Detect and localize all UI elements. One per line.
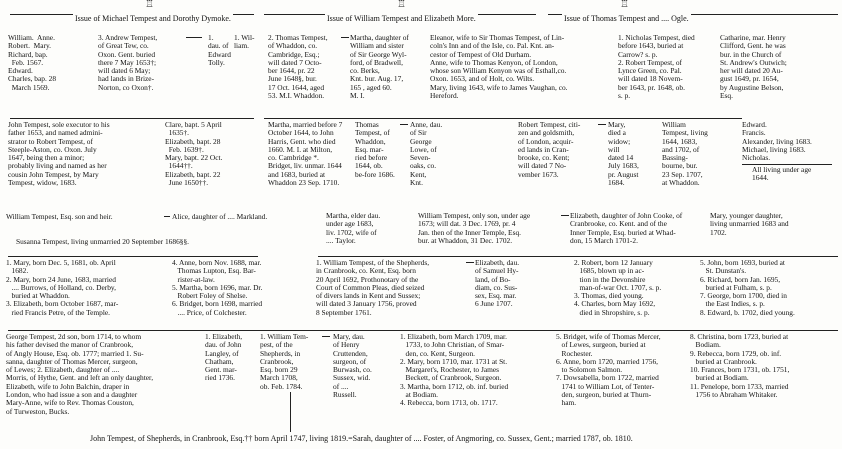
william-only-son: William Tempest, only son, under age 1673; will dat. 3 Dec. 1769, pr. 4 Jan. then of the Inner Temple, Esq. bur. at Whaddon, 31 Dec. 1702. [418,211,531,245]
arms-icon-1: ♖ [145,0,154,10]
christina-rebecca-frances: 8. Christina, born 1723, buried at Bodiam. 9. Rebecca, born 1729, ob. inf. buried at Cranbrook. 10. Frances, born 1731, ob. 1751, buried at Bodiam. 11. Penelope, born 1733, married 1756 to Abraham Whitaker. [690,332,790,400]
martha-bridget: Martha, married before 7 October 1644, to John Harris, Gent. who died 1660. M. I. at Milton, co. Cambridge *. Bridget, liv. unmar. 1644 and 1683, buried at Whaddon 23 Sep. 1710. [268,120,343,188]
header-michael: Issue of Michael Tempest and Dorothy Dymoke. [75,14,231,23]
andrew-tempest: 3. Andrew Tempest, of Great Tew, co. Oxon. Gent. buried there 7 May 1653†; will dated 6 May; had lands in Brize- Norton, co Oxon†. [98,33,158,92]
anne-lowe: Anne, dau. of Sir George Lowe, of Seven- oaks, co. Kent, Knt. [410,120,443,188]
michael-children: William. Anne. Robert. Mary. Richard, bap. Feb. 1567. Edward. Charles, bap. 28 March 1569. [8,33,57,92]
thomas-tempest-whaddon: 2. Thomas Tempest, of Whaddon, co. Cambridge, Esq.; will dated 7 Octo- ber 1644, pr. 22 June 1648§, bur. 17 Oct. 1644, aged 53. M.I. Whaddon. [268,33,328,101]
william-wil: 1. Wil- liam. [234,33,255,51]
marriage-line-william-only [561,215,569,216]
alice-markland: Alice, daughter of .... Markland. [172,212,268,221]
gen2-line-left [10,118,254,119]
elizabeth-langley: 1. Elizabeth, dau. of John Langley, of Chatham, Gent. mar- ried 1736. [205,332,243,383]
all-living-note: All living under age 1644. [752,165,812,183]
martha-taylor: Martha, elder dau. under age 1683, liv. 1702, wife of .... Taylor. [326,211,381,245]
mary-widow: Mary, died a widow; will dated 14 July 1683, pr. August 1684. [608,120,639,188]
marriage-line-andrew [186,37,202,38]
elizabeth-hyland: Elizabeth, dau. of Samuel Hy- land, of Bo- diam, co. Sus- sex, Esq. mar. 6 June 1707. [475,258,520,309]
gen4-line-right [318,256,838,257]
mary-cruttenden: Mary, dau. of Henry Cruttenden, surgeon, of Burwash, co. Sussex, wid. of .... Russell. [333,332,372,400]
footer-connector [290,392,291,432]
marriage-line-william5 [322,336,330,337]
marriage-line-robert2 [598,124,606,125]
elizabeth-mary-martha-rebecca: 1. Elizabeth, born March 1709, mar. 1733, to John Christian, of Smar- den, co. Kent, Surgeon. 2. Mary, born 1710, mar. 1731 at St. Margaret's, Rochester, to James Beckett, of Cranbrook, Surgeon. 3. Martha, born 1712, ob. inf. buried at Bodiam. 4. Rebecca, born 1713, ob. 1717. [400,332,509,408]
marriage-line-william3 [164,216,170,217]
marriage-line-thomas [341,37,349,38]
mary-younger: Mary, younger daughter, living unmarried 1683 and 1702. [710,211,789,237]
susanna-tempest: Susanna Tempest, living unmarried 20 September 1686§§. [16,237,189,246]
gen5-line [8,330,838,331]
thomas-tempest-2: Thomas Tempest, of Whaddon, Esq. mar- ried before 1644, ob. be-fore 1686. [355,120,395,179]
william-bassingbourne: William Tempest, living 1644, 1683, and 1702, of Bassing- bourne, bur. 23 Sep. 1707, at Whaddon. [662,120,708,188]
william-shepherds-senior: 1. William Tempest, of the Shepherds, in Cranbrook, co. Kent, Esq. born 20 April 1692, Prothonotary of the Court of Common Pleas, died seized of divers lands in Kent and Sussex; will dated 3 January 1756, proved 8 September 1761. [316,258,430,317]
header-william: Issue of William Tempest and Elizabeth More. [327,14,476,23]
marriage-line-shepherds [466,262,474,263]
eleanor-anne-mary: Eleanor, wife to Sir Thomas Tempest, of Lin- coln's Inn and of the Isle, co. Pal. Knt. an- cestor of Tempest of Old Durham. Anne, wife to Thomas Kenyon, of London, whose son William Kenyon was of Esthall,co. Oxon. 1653, and of Holt, co. Wilts. Mary, living 1643, wife to James Vaughan, co. Hereford. [430,33,568,101]
gen2-line-mid [264,118,742,119]
footer-john-tempest: John Tempest, of Shepherds, in Cranbrook, Esq.†† born April 1747, living 1819.=Sarah, daughter of .... Foster, of Angmoring, co. Sussex, Gent.; married 1787, ob. 1810. [90,434,633,443]
john-richard-george: 5. John, born 1693, buried at St. Dunstan's. 6. Richard, born Jan. 1695, buried at Fulham, s. p. 7. George, born 1700, died in the East Indies, s. p. 8. Edward, b. 1702, died young. [700,258,795,317]
robert-thomas-charles: 2. Robert, born 12 January 1685, blown up in ac- tion in the Devonshire man-of-war Oct. 1707, s. p. 3. Thomas, died young. 4. Charles, born May 1692, died in Shropshire, s. p. [574,258,662,317]
andrew-wife: 1. dau. of Edward Tolly. [208,33,231,67]
gen4-line-left [8,256,258,257]
bridget-anne-dowsabella: 5. Bridget, wife of Thomas Mercer, of Lewes, surgeon, buried at Rochester. 6. Anne, born 1720, married 1756, to Solomon Salmon. 7. Dowsabella, born 1722, married 1741 to William Lot, of Tenter- den, surgeon, buried at Thurn- ham. [556,332,661,408]
daughters-col2: 4. Anne, born Nov. 1688, mar. Thomas Lupton, Esq. Bar- rister-at-law. 5. Martha, born 1696, mar. Dr. Robert Foley of Shelse. 6. Bridget, born 1698, married .... Price, of Colchester. [172,258,263,317]
elizabeth-cooke: Elizabeth, daughter of John Cooke, of Cranbrooke, co. Kent. and of the Inner Temple, Esq. buried at Whad- don, 15 March 1701-2. [570,211,683,245]
john-tempest: John Tempest, sole executor to his father 1653, and named admini- strator to Robert Tempest, of Steeple-Aston, co. Oxon. July 1647, being then a minor; probably living and named as her cousin John Tempest, by Mary Tempest, widow, 1683. [8,120,110,188]
martha-wylford: Martha, daughter of William and sister of Sir George Wyl- ford, of Bradwell, co. Berks, Knt. bur. Aug. 17, 165 , aged 60. M. I. [350,33,409,101]
daughters-col1: 1. Mary, born Dec. 5, 1681, ob. April 1682. 2. Mary, born 24 June, 1683, married .... Burrows, of Holland, co. Derby, buried at Whaddon. 3. Elizabeth, born October 1687, mar- ried Francis Petre, of the Temple. [6,258,119,317]
nicholas-robert: 1. Nicholas Tempest, died before 1643, buried at Carrow? s. p. 2. Robert Tempest, of Lynce Green, co. Pal. will dated 18 Novem- ber 1643, pr. 1648, ob. s. p. [618,33,695,101]
arms-icon-2: ♖ [397,0,406,10]
george-tempest: George Tempest, 2d son, born 1714, to whom his father devised the manor of Cranbrook, of Angly House, Esq. ob. 1777; married 1. Su- sanna, daughter of Thomas Mercer, surgeon, of Lewes; 2. Elizabeth, daughter of .... Morris, of Hythe, Gent. and left an only daughter, Elizabeth, wife to John Balchin, draper in London, who had issue a son and a daughter Mary-Anne, wife to Rev. Thomas Couston, of Turweston, Bucks. [6,332,154,416]
william-son-heir: William Tempest, Esq. son and heir. [6,212,113,221]
edward-francis: Edward. Francis. Alexander, living 1683. Michael, living 1683. Nicholas. [742,120,812,163]
catharine-clifford: Catharine, mar. Henry Clifford, Gent. he was bur. in the Church of St. Andrew's Outwich; her will dated 20 Au- gust 1649, pr. 1654, by Augustine Belson, Esq. [720,33,787,101]
robert-goldsmith: Robert Tempest, citi- zen and goldsmith, of London, acquir- ed lands in Cran- brooke, co. Kent; will dated 7 No- vember 1673. [518,120,581,179]
arms-icon-3: ♖ [620,0,629,10]
marriage-line-thomas2 [400,124,408,125]
william-tempest-shepherds: 1. William Tem- pest, of the Shepherds, in Cranbrook, Esq. born 29 March 1708, ob. Feb. 1784. [260,332,309,391]
clare-elizabeth-mary: Clare, bapt. 5 April 1635†. Elizabeth, bapt. 28 Feb. 1639†. Mary, bapt. 22 Oct. 1644††. Elizabeth, bapt. 22 June 1650††. [165,120,223,188]
header-thomas: Issue of Thomas Tempest and .... Ogle. [564,14,689,23]
